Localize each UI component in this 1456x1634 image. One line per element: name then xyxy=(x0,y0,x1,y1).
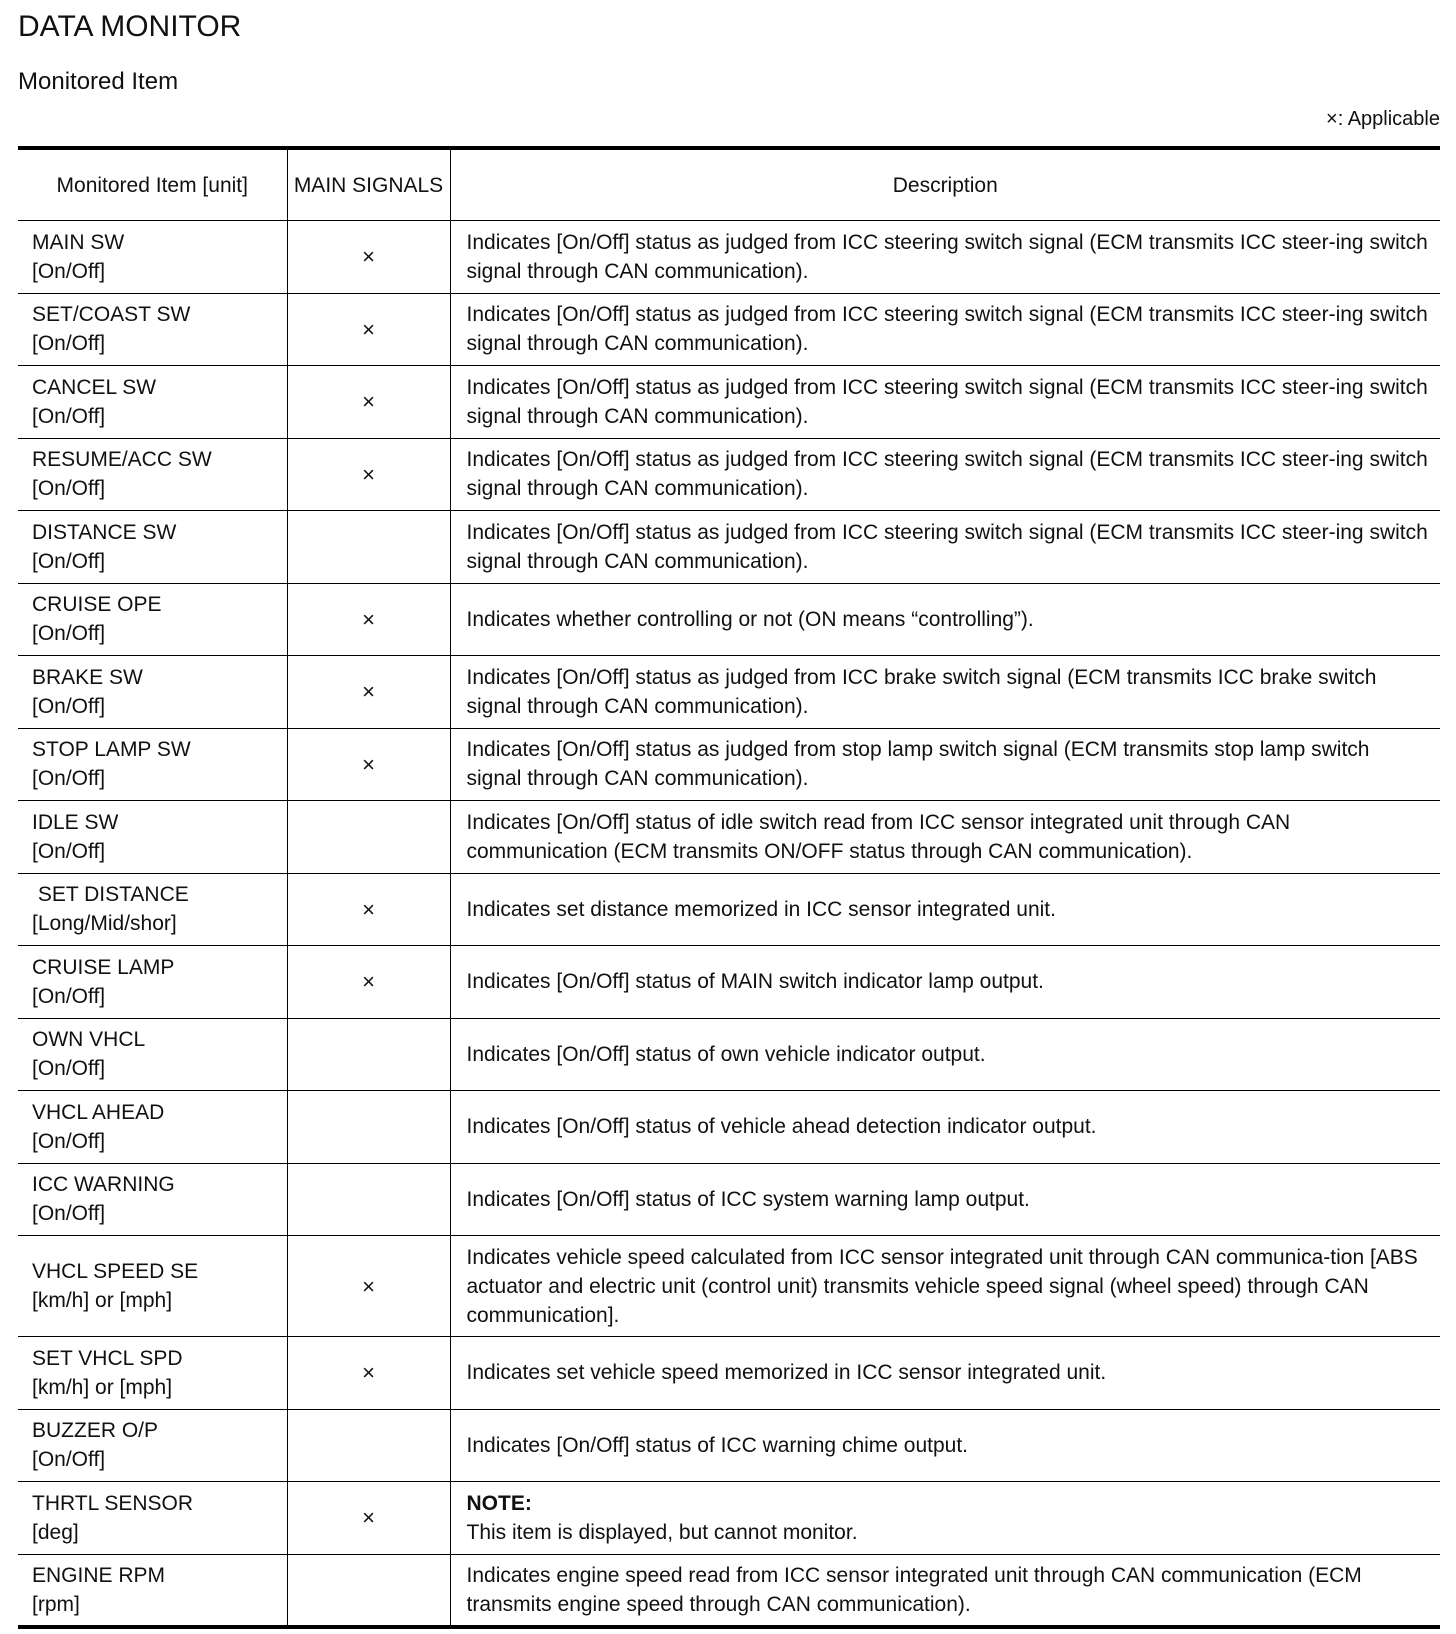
monitored-item-unit: [On/Off] xyxy=(32,1129,106,1153)
table-row xyxy=(18,946,1440,1019)
monitored-item-name: RESUME/ACC SW xyxy=(32,448,212,472)
table-row xyxy=(18,1554,1440,1627)
main-signal-mark xyxy=(287,1554,450,1627)
monitored-item-name: SET VHCL SPD xyxy=(32,1346,183,1370)
description-text: Indicates [On/Off] status as judged from ICC steering switch signal (ECM transmits ICC steer-ing switch signal through CAN communication). xyxy=(466,448,1428,501)
description-cell xyxy=(450,221,1440,294)
monitored-item-unit: [On/Off] xyxy=(32,259,106,283)
description-cell xyxy=(450,293,1440,366)
monitored-item-unit: [On/Off] xyxy=(32,1057,106,1081)
monitored-item-name: ICC WARNING xyxy=(32,1173,175,1197)
monitored-item-cell xyxy=(18,1554,287,1627)
monitored-item-unit: [Long/Mid/shor] xyxy=(32,912,177,936)
monitored-item-cell xyxy=(18,873,287,946)
monitored-item-name: SET DISTANCE xyxy=(32,883,189,907)
description-text: Indicates [On/Off] status of own vehicle indicator output. xyxy=(466,1042,986,1066)
monitored-item-unit: [On/Off] xyxy=(32,767,106,791)
table-row xyxy=(18,438,1440,511)
monitored-item-cell xyxy=(18,656,287,729)
monitored-item-name: MAIN SW xyxy=(32,230,125,254)
table-row xyxy=(18,1482,1440,1555)
column-header-main-signals xyxy=(287,148,450,221)
description-cell xyxy=(450,583,1440,656)
monitored-item-cell xyxy=(18,1163,287,1236)
column-header-item: Monitored Item [unit] xyxy=(18,148,287,221)
monitored-item-unit: [On/Off] xyxy=(32,839,106,863)
main-signal-mark xyxy=(287,801,450,874)
column-header-main-signals-label: MAIN SIGNALS xyxy=(293,173,444,197)
table-row xyxy=(18,1236,1440,1337)
description-cell xyxy=(450,1091,1440,1164)
table-row xyxy=(18,1018,1440,1091)
monitored-item-unit: [On/Off] xyxy=(32,694,106,718)
monitored-item-name: IDLE SW xyxy=(32,810,119,834)
description-text: Indicates set distance memorized in ICC sensor integrated unit. xyxy=(466,897,1056,921)
description-text: Indicates whether controlling or not (ON means “controlling”). xyxy=(466,607,1034,631)
main-signal-mark: × xyxy=(287,1482,450,1555)
main-signal-mark xyxy=(287,1409,450,1482)
main-signal-mark: × xyxy=(287,656,450,729)
description-text: Indicates [On/Off] status as judged from ICC brake switch signal (ECM transmits ICC brake switch signal through CAN communication). xyxy=(466,665,1377,718)
description-cell xyxy=(450,1409,1440,1482)
monitored-item-unit: [On/Off] xyxy=(32,622,106,646)
table-body xyxy=(18,221,1440,1627)
monitored-item-cell xyxy=(18,293,287,366)
table-row xyxy=(18,1409,1440,1482)
description-text: This item is displayed, but cannot monitor. xyxy=(466,1520,858,1544)
monitored-item-unit: [km/h] or [mph] xyxy=(32,1375,173,1399)
monitored-item-cell xyxy=(18,366,287,439)
main-signal-mark: × xyxy=(287,873,450,946)
applicable-legend: ×: Applicable xyxy=(1326,108,1440,130)
description-cell xyxy=(450,1337,1440,1410)
table-row xyxy=(18,221,1440,294)
main-signal-mark: × xyxy=(287,293,450,366)
table-row xyxy=(18,656,1440,729)
description-cell xyxy=(450,366,1440,439)
monitored-item-name: OWN VHCL xyxy=(32,1028,146,1052)
description-cell xyxy=(450,728,1440,801)
monitored-item-name: VHCL AHEAD xyxy=(32,1100,165,1124)
monitored-items-table xyxy=(18,146,1440,1629)
monitored-item-cell xyxy=(18,1018,287,1091)
section-subtitle: Monitored Item xyxy=(18,68,179,95)
monitored-item-name: CANCEL SW xyxy=(32,375,157,399)
main-signal-mark: × xyxy=(287,366,450,439)
description-text: Indicates vehicle speed calculated from ICC sensor integrated unit through CAN communica-tion [ABS actuator and electric unit (control unit) transmits vehicle speed signal (wheel speed) through CAN communication]. xyxy=(466,1245,1418,1327)
description-text: Indicates [On/Off] status as judged from ICC steering switch signal (ECM transmits ICC steer-ing switch signal through CAN communication). xyxy=(466,230,1428,283)
table-row xyxy=(18,873,1440,946)
monitored-item-cell xyxy=(18,511,287,584)
monitored-item-unit: [On/Off] xyxy=(32,477,106,501)
description-text: Indicates [On/Off] status of idle switch read from ICC sensor integrated unit through CAN communication (ECM transmits ON/OFF status through CAN communication). xyxy=(466,810,1291,863)
main-signal-mark: × xyxy=(287,1337,450,1410)
monitored-item-cell xyxy=(18,1337,287,1410)
monitored-item-cell xyxy=(18,801,287,874)
monitored-item-cell xyxy=(18,1482,287,1555)
page-title: DATA MONITOR xyxy=(18,10,242,43)
main-signal-mark: × xyxy=(287,1236,450,1337)
description-text: Indicates set vehicle speed memorized in ICC sensor integrated unit. xyxy=(466,1361,1107,1385)
monitored-item-name: ENGINE RPM xyxy=(32,1563,166,1587)
monitored-item-name: VHCL SPEED SE xyxy=(32,1260,199,1283)
monitored-item-name: BUZZER O/P xyxy=(32,1419,159,1443)
description-text: Indicates [On/Off] status of vehicle ahead detection indicator output. xyxy=(466,1115,1097,1139)
monitored-item-cell xyxy=(18,946,287,1019)
description-cell xyxy=(450,946,1440,1019)
main-signal-mark: × xyxy=(287,583,450,656)
monitored-item-name: STOP LAMP SW xyxy=(32,738,191,762)
main-signal-mark xyxy=(287,1018,450,1091)
main-signal-mark: × xyxy=(287,728,450,801)
description-text: Indicates engine speed read from ICC sensor integrated unit through CAN communication (ECM transmits engine speed through CAN communication). xyxy=(466,1563,1362,1616)
table-row xyxy=(18,1091,1440,1164)
table-row xyxy=(18,1163,1440,1236)
description-text: Indicates [On/Off] status as judged from stop lamp switch signal (ECM transmits stop lamp switch signal through CAN communication). xyxy=(466,738,1370,791)
column-header-description: Description xyxy=(450,148,1440,221)
monitored-item-cell xyxy=(18,583,287,656)
description-text: Indicates [On/Off] status of MAIN switch indicator lamp output. xyxy=(466,970,1044,994)
description-cell xyxy=(450,1163,1440,1236)
monitored-item-name: CRUISE LAMP xyxy=(32,955,175,979)
monitored-item-cell xyxy=(18,1409,287,1482)
monitored-item-name: BRAKE SW xyxy=(32,665,143,689)
description-cell xyxy=(450,1482,1440,1555)
monitored-item-unit: [On/Off] xyxy=(32,332,106,356)
note-label: NOTE: xyxy=(466,1491,532,1515)
main-signal-mark: × xyxy=(287,438,450,511)
monitored-item-unit: [On/Off] xyxy=(32,549,106,573)
monitored-item-cell xyxy=(18,728,287,801)
table-row xyxy=(18,801,1440,874)
monitored-item-cell xyxy=(18,1091,287,1164)
description-cell xyxy=(450,438,1440,511)
monitored-item-name: CRUISE OPE xyxy=(32,593,162,617)
monitored-item-unit: [km/h] or [mph] xyxy=(32,1289,173,1312)
table-row xyxy=(18,366,1440,439)
monitored-item-unit: [On/Off] xyxy=(32,984,106,1008)
description-text: Indicates [On/Off] status as judged from ICC steering switch signal (ECM transmits ICC steer-ing switch signal through CAN communication). xyxy=(466,520,1428,573)
monitored-item-name: DISTANCE SW xyxy=(32,520,177,544)
table-row xyxy=(18,511,1440,584)
description-cell xyxy=(450,1018,1440,1091)
monitored-item-cell xyxy=(18,221,287,294)
monitored-item-name: SET/COAST SW xyxy=(32,303,191,327)
description-cell xyxy=(450,801,1440,874)
table-row xyxy=(18,293,1440,366)
description-text: Indicates [On/Off] status of ICC warning chime output. xyxy=(466,1433,969,1457)
description-text: Indicates [On/Off] status of ICC system warning lamp output. xyxy=(466,1187,1030,1211)
description-text: Indicates [On/Off] status as judged from ICC steering switch signal (ECM transmits ICC steer-ing switch signal through CAN communication). xyxy=(466,303,1428,356)
description-cell xyxy=(450,1236,1440,1337)
main-signal-mark xyxy=(287,1091,450,1164)
description-cell xyxy=(450,511,1440,584)
monitored-item-cell xyxy=(18,438,287,511)
monitored-item-unit: [rpm] xyxy=(32,1592,80,1616)
main-signal-mark xyxy=(287,1163,450,1236)
main-signal-mark xyxy=(287,511,450,584)
description-text: Indicates [On/Off] status as judged from ICC steering switch signal (ECM transmits ICC steer-ing switch signal through CAN communication). xyxy=(466,375,1428,428)
description-cell xyxy=(450,656,1440,729)
monitored-item-unit: [On/Off] xyxy=(32,1448,106,1472)
table-row xyxy=(18,728,1440,801)
description-cell xyxy=(450,873,1440,946)
main-signal-mark: × xyxy=(287,221,450,294)
monitored-item-unit: [deg] xyxy=(32,1520,79,1544)
table-row xyxy=(18,583,1440,656)
main-signal-mark: × xyxy=(287,946,450,1019)
monitored-item-cell xyxy=(18,1236,287,1337)
table-header-row xyxy=(18,148,1440,221)
monitored-item-unit: [On/Off] xyxy=(32,404,106,428)
table-row xyxy=(18,1337,1440,1410)
monitored-item-unit: [On/Off] xyxy=(32,1202,106,1226)
monitored-item-name: THRTL SENSOR xyxy=(32,1491,194,1515)
description-cell xyxy=(450,1554,1440,1627)
